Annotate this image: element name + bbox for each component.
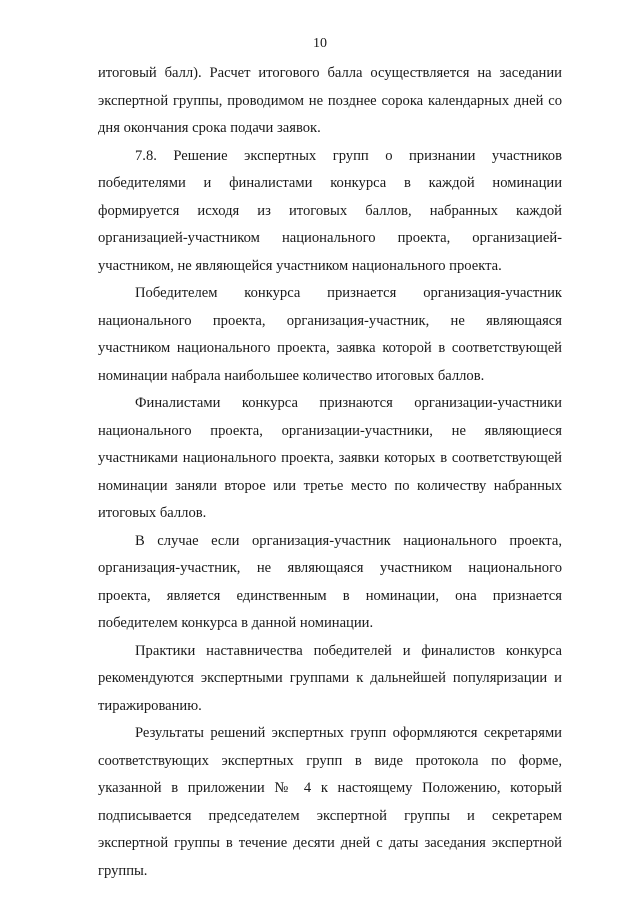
paragraph-winner: Победителем конкурса признается организация-участник национального проекта, организация-участник, не являющаяся участником национального проекта, заявка которой в соответствующей номинации набрала наибольшее количество итоговых баллов. bbox=[98, 285, 562, 384]
paragraph-finalists: Финалистами конкурса признаются организации-участники национального проекта, организации-участники, не являющиеся участниками национального проекта, заявки которых в соответствующей номинации заняли второе или третье место по количеству набранных итоговых баллов. bbox=[98, 395, 562, 521]
paragraph-results-protocol: Результаты решений экспертных групп оформляются секретарями соответствующих экспертных групп в виде протокола по форме, указанной в приложении № 4 к настоящему Положению, который подписывается председателем экспертной группы и секретарем экспертной группы в течение десяти дней с даты заседания экспертной группы. bbox=[98, 725, 562, 879]
page-number: 10 bbox=[313, 36, 327, 51]
paragraph-section-7-8: 7.8. Решение экспертных групп о признании участников победителями и финалистами конкурса в каждой номинации формируется исходя из итоговых баллов, набранных каждой организацией-участником национального проекта, организацией-участником, не являющейся участником национального проекта. bbox=[98, 147, 562, 274]
paragraph-continuation: итоговый балл). Расчет итогового балла осуществляется на заседании экспертной группы, проводимом не позднее сорока календарных дней со дня окончания срока подачи заявок. bbox=[98, 65, 562, 136]
paragraph-single-participant: В случае если организация-участник национального проекта, организация-участник, не являющаяся участником национального проекта, является единственным в номинации, она признается победителем конкурса в данной номинации. bbox=[98, 532, 562, 631]
document-body bbox=[98, 60, 562, 885]
paragraph-mentoring-practices: Практики наставничества победителей и финалистов конкурса рекомендуются экспертными группами к дальнейшей популяризации и тиражированию. bbox=[98, 642, 562, 714]
